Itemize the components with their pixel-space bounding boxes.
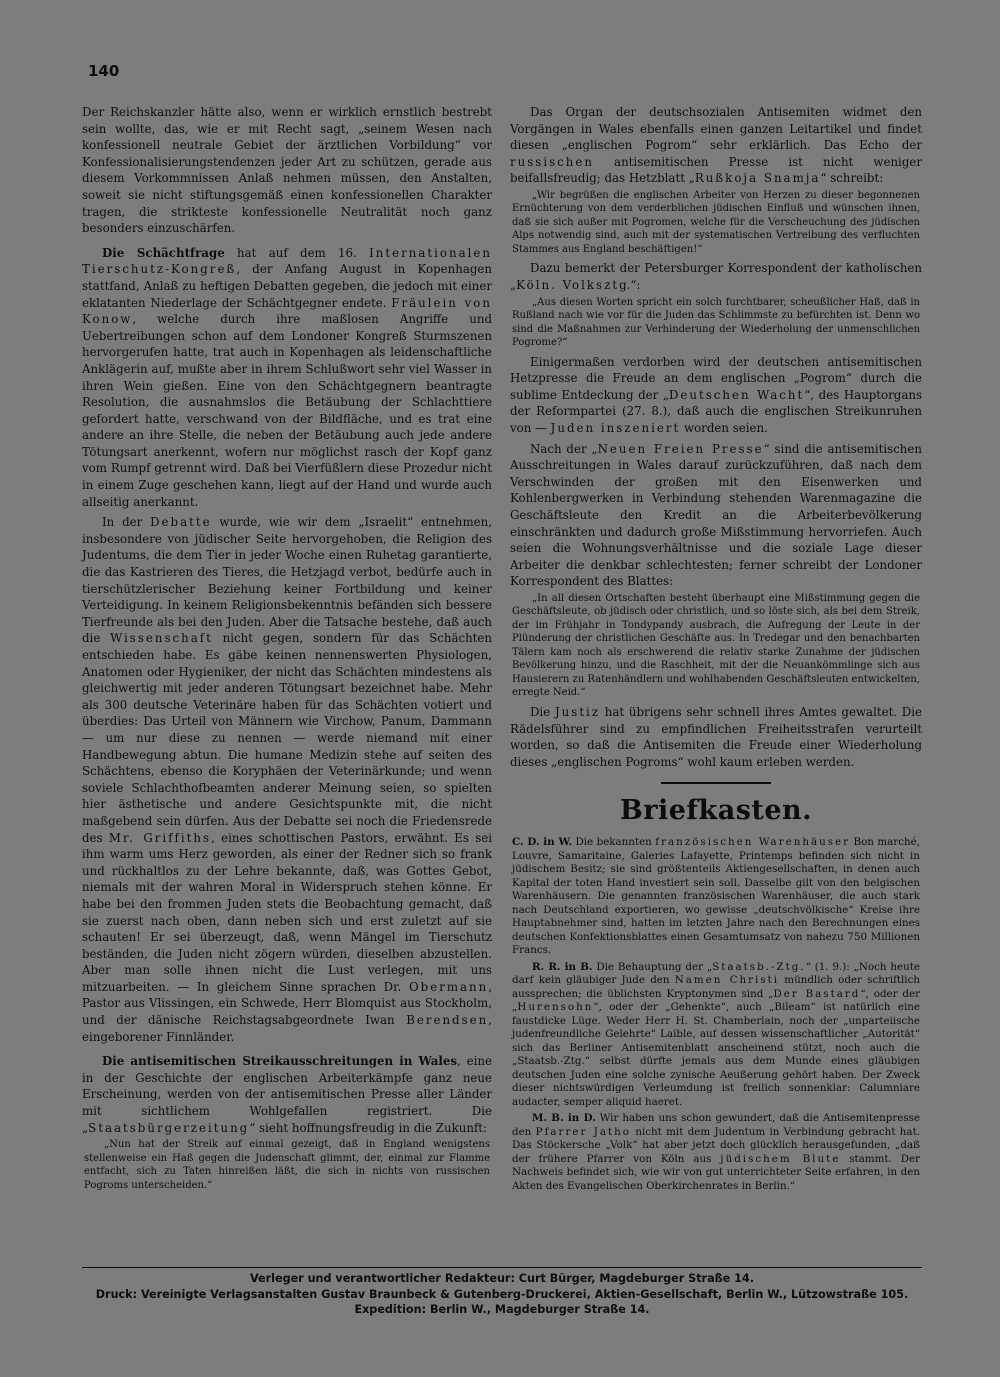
paragraph-justiz: Die Justiz hat übrigens sehr schnell ihres Amtes gewaltet. Die Rädelsführer sind zu empfindlichen Freiheitsstrafen verurteilt worden, so daß die Antisemiten die Freude einer Wiederholung dieses „englischen Pogroms“ wohl kaum erleben werden.: [510, 704, 922, 769]
briefkasten-entry-mb: M. B. in D. Wir haben uns schon gewundert, daß die Antisemitenpresse den Pfarrer Jatho nicht mit dem Judentum in Verbindung gebracht hat. Das Stöckersche „Volk“ hat aber jetzt doch glücklich herausgefunden, „daß der frühere Pfarrer von Köln aus jüdischem Blute stammt. Der Nachweis befindet sich, wie wir von gut unterrichteter Seite erfahren, in den Akten des Evangelischen Oberkirchenrates in Berlin.“: [512, 1112, 920, 1192]
paragraph-neue-freie-presse: Nach der „Neuen Freien Presse“ sind die antisemitischen Ausschreitungen in Wales darauf zurückzuführen, daß nach dem Verschwinden der großen mit den Eisenwerken und Kohlenbergwerken in Verbindung stehenden Warenmagazine die Geschäftsleute den Kredit an die Arbeiterbevölkerung einschränkten und dadurch große Mißstimmung hervorriefen. Auch seien die Wohnungsverhältnisse und die soziale Lage dieser Arbeiter die denkbar schlechtesten; ferner schreibt der Londoner Korrespondent des Blattes:: [510, 441, 922, 589]
paragraph-reichskanzler: Der Reichskanzler hätte also, wenn er wirklich ernstlich bestrebt sein wollte, das, wie er mit Recht sagt, „seinem Wesen nach konfessionell neutrale Gebiet der ärztlichen Vorbildung“ vor Konfessionalisierungstendenzen jeder Art zu schützen, gerade aus diesem Vorkommnissen Anlaß nehmen müssen, den Anstalten, soweit sie nicht stiftungsgemäß einen konfessionellen Charakter tragen, die strikteste konfessionelle Neutralität noch ganz besonders einzuschärfen.: [82, 105, 492, 236]
paragraph-debatte: In der Debatte wurde, wie wir dem „Israelit“ entnehmen, insbesondere von jüdischer Seite hervorgehoben, die Religion des Judentums, die dem Tier in jeder Woche einen Ruhetag garantierte, die das Kastrieren des Tieres, die Hetzjagd verbot, bedürfe auch in tierschützlerischer Beziehung keiner Fortbildung und keiner Verteidigung. In keinem Religionsbekenntnis befänden sich bessere Tierfreunde als bei den Juden. Aber die Tatsache bestehe, daß auch die Wissenschaft nicht gegen, sondern für das Schächten entschieden habe. Es gäbe keinen nennenswerten Physiologen, Anatomen oder Hygieniker, der nicht das Schächten mindestens als gleichwertig mit jeder anderen Tötungsart bezeichnet habe. Mehr als 300 deutsche Veterinäre haben für das Schächten votiert und überdies: Das Urteil von Männern wie Virchow, Panum, Dammann — um nur diese zu nennen — werde niemand mit einer Handbewegung abtun. Die humane Medizin stehe auf seiten des Schächtens, ebenso die Koryphäen der Veterinärkunde; und wenn soviele Schlachthofbeamten anderer Meinung seien, so spielten hier ästhetische und andere Gesichtspunkte mit, die nicht maßgebend sein dürfen. Aus der Debatte sei noch die Friedensrede des Mr. Griffiths, eines schottischen Pastors, erwähnt. Es sei ihm warm ums Herz geworden, als einer der Redner sich so frank und rückhaltlos zu der Lehre bekannte, daß, was Gottes Gebot, niemals mit der wahren Moral in Widerspruch stehen könne. Er habe bei den frommen Juden stets die Beobachtung gemacht, daß sie zuerst nach oben, dann neben sich und erst zuletzt auf sie schauten! Er sei überzeugt, daß, wenn Mängel im Tierschutz beständen, die Juden nicht zögern würden, dieselben abzustellen. Aber man solle ihnen nicht die Lust verlegen, mit uns mitzuarbeiten. — In gleichem Sinne sprachen Dr. Obermann, Pastor aus Vlissingen, ein Schwede, Herr Blomquist aus Stockholm, und der dänische Reichstagsabgeordnete Iwan Berendsen, eingeborener Finnländer.: [82, 515, 493, 1044]
paragraph-petersburger-korrespondent: Dazu bemerkt der Petersburger Korrespondent der katholischen „Köln. Volksztg.“:: [510, 261, 922, 293]
imprint-publisher: Verleger und verantwortlicher Redakteur: Curt Bürger, Magdeburger Straße 14.: [250, 1272, 754, 1285]
quote-koeln-volkszeitung: „Aus diesen Worten spricht ein solch furchtbarer, scheußlicher Haß, daß in Rußland nach wie vor für die Juden das Schlimmste zu befürchten ist. Denn wo sind die Maßnahmen zur Verhinderung der Wiederholung der unmenschlichen Pogrome?“: [512, 296, 920, 349]
briefkasten-entry-cd: C. D. in W. Die bekannten französischen Warenhäuser Bon marché, Louvre, Samaritaine, Galeries Lafayette, Printemps befinden sich nicht in jüdischem Besitz; sie sind größtenteils Aktiengesellschaften, in denen auch Kapital der toten Hand investiert sein soll. Dasselbe gilt von den belgischen Warenhäusern. Die genannten französischen Warenhäuser, die auch stark nach Deutschland exportieren, wo gewisse „deutschvölkische“ Kreise ihre Hauptabnehmer sind, hatten im letzten Jahre nach den Berechnungen eines deutschen Konfektionsblattes einen Gesamtumsatz von nahezu 750 Millionen Francs.: [512, 836, 920, 957]
left-column: [82, 104, 492, 1195]
paragraph-streikausschreitungen: Die antisemitischen Streikausschreitungen in Wales, eine in der Geschichte der englischen Arbeiterkämpfe ganz neue Erscheinung, werden von der antisemitischen Presse aller Länder mit sichtlichem Wohlgefallen registriert. Die „Staatsbürgerzeitung“ sieht hoffnungsfreudig in die Zukunft:: [82, 1054, 492, 1135]
quote-londoner-korrespondent: „In all diesen Ortschaften besteht überhaupt eine Mißstimmung gegen die Geschäftsleute, ob jüdisch oder christlich, und so löste sich, als bei dem Streik, der im Frühjahr in Tondypandy ausbrach, die Aufregung der Leute in der Plünderung der christlichen Geschäfte aus. In Tredegar und den benachbarten Tälern kam noch als erschwerend die relativ starke Zunahme der jüdischen Bevölkerung hinzu, und die Raschheit, mit der die Neuankömmlinge sich aus Hausierern zu Ratenhändlern und wohlhabenden Geschäftsleuten entwickelten, erregte Neid.“: [512, 592, 920, 699]
imprint-printer: Druck: Vereinigte Verlagsanstalten Gustav Braunbeck & Gutenberg-Druckerei, Aktien-Gesellschaft, Berlin W., Lützowstraße 105.: [95, 1287, 909, 1301]
quote-russkoja-snamja: „Wir begrüßen die englischen Arbeiter von Herzen zu dieser begonnenen Ernüchterung von dem verderblichen jüdischen Einfluß und wünschen ihnen, daß sie sich außer mit Pogromen, welche für die Verscheuchung des jüdischen Alps notwendig sind, auch mit der systematischen Vertreibung des verfluchten Stammes aus England beschäftigen!“: [512, 189, 920, 255]
briefkasten-entry-rr: R. R. in B. Die Behauptung der „Staatsb.-Ztg.“ (1. 9.): „Noch heute darf kein gläubiger Jude den Namen Christi mündlich oder schriftlich aussprechen; die üblichsten Kryptonymen sind „Der Bastard“, oder der „Hurensohn“, oder der „Gehenkte“, auch „Bileam“ ist natürlich eine faustdicke Lüge. Weder Herr H. St. Chamberlain, noch der „unparteiische judenfreundliche Gelehrte“ Laible, auf dessen wissenschaftlicher „Autorität“ sich das Berliner Antisemitenblatt anscheinend stützt, noch auch die „Staatsb.-Ztg.“ selbst dürfte jemals aus dem Munde eines gläubigen deutschen Juden eine solche zynische Aeußerung gehört haben. Der Zweck dieser nichtswürdigen Verleumdung ist freilich sonnenklar: Calumniare audacter, semper aliquid haeret.: [512, 960, 920, 1108]
imprint-footer: [82, 1271, 922, 1318]
paragraph-organ-antisemiten: Das Organ der deutschsozialen Antisemiten widmet den Vorgängen in Wales ebenfalls einen ganzen Leitartikel und findet diesen „englischen Pogrom“ sehr erklärlich. Das Echo der russischen antisemitischen Presse ist nicht weniger beifallsfreudig; das Hetzblatt „Rußkoja Snamja“ schreibt:: [510, 105, 922, 186]
page-number: 140: [88, 62, 120, 80]
footer-rule: [82, 1267, 922, 1268]
imprint-expedition: Expedition: Berlin W., Magdeburger Straße 14.: [354, 1303, 650, 1316]
briefkasten-heading: Briefkasten.: [619, 795, 813, 827]
lead-schaechtfrage: Die Schächtfrage: [102, 245, 225, 260]
lead-streikausschreitungen: Die antisemitischen Streikausschreitungen in Wales: [102, 1054, 458, 1069]
quote-staatsbuergerzeitung: „Nun hat der Streik auf einmal gezeigt, daß in England wenigstens stellenweise ein Haß gegen die Judenschaft glimmt, der, einmal zur Flamme entfacht, sich zu Taten hinreißen läßt, die sich in nichts von russischen Pogroms unterscheiden.“: [84, 1139, 490, 1191]
paragraph-schaechtfrage: Die Schächtfrage hat auf dem 16. Internationalen Tierschutz-Kongreß, der Anfang August in Kopenhagen stattfand, Anlaß zu heftigen Debatten gegeben, die jedoch mit einer eklatanten Niederlage der Schächtgegner endete. Fräulein von Konow, welche durch ihre maßlosen Angriffe und Uebertreibungen schon auf dem Londoner Kongreß Sturmszenen hervorgerufen hatte, trat auch in Kopenhagen als leidenschaftliche Anklägerin auf, mußte aber in ihrem Schlußwort sehr viel Wasser in ihren Wein gießen. Eine von den Schächtgegnern beantragte Resolution, die ausnahmslos die Betäubung der Schlachttiere gefordert hatte, verschwand von der Bildfläche, und es trat eine andere an ihre Stelle, die neben der Betäubung auch jede andere Tötungsart anerkennt, wofern nur möglichst rasch der Kopf ganz vom Rumpf getrennt wird. Daß bei Vierfüßlern diese Prozedur nicht in einem Zuge geschehen kann, liegt auf der Hand und wurde auch allseitig anerkannt.: [82, 245, 492, 509]
paragraph-deutsche-wacht: Einigermaßen verdorben wird der deutschen antisemitischen Hetzpresse die Freude an dem englischen „Pogrom“ durch die sublime Entdeckung der „Deutschen Wacht“, des Hauptorgans der Reformpartei (27. 8.), daß auch die englischen Streikunruhen von — Juden inszeniert worden seien.: [510, 354, 923, 436]
section-divider: [661, 782, 771, 784]
right-column: [510, 104, 922, 1196]
